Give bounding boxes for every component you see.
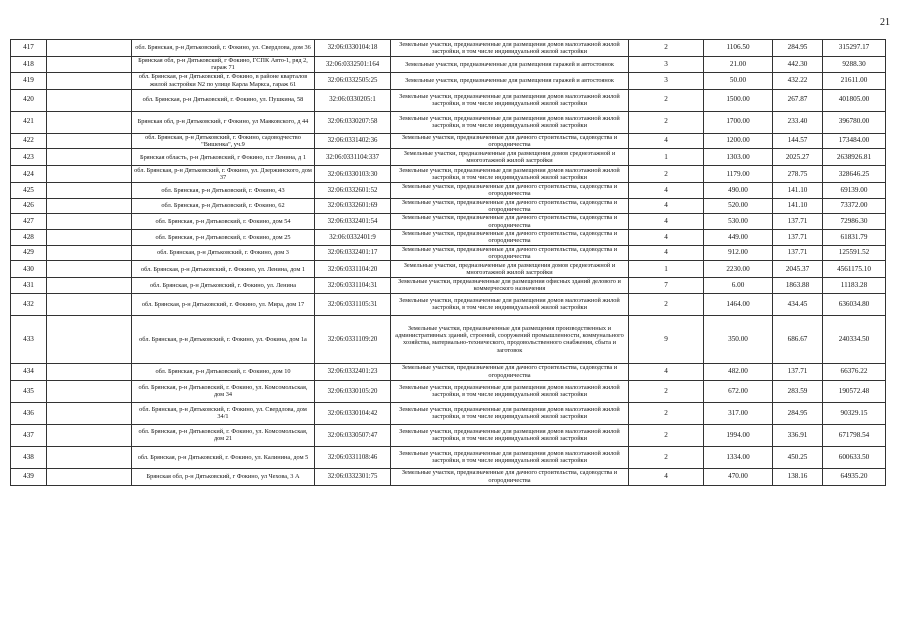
specific-value-cell: 278.75 xyxy=(773,166,823,183)
specific-value-cell: 284.95 xyxy=(773,402,823,424)
land-use-cell: Земельные участки, предназначенные для размещения производственных и административных зданий, строений, сооружений промышленности, коммунального хозяйства, материально-технического, продовольственного снабжения, сбыта и заготовок xyxy=(391,315,629,363)
row-number: 430 xyxy=(11,261,47,278)
specific-value-cell: 267.87 xyxy=(773,89,823,111)
cadastral-value-cell: 396780.00 xyxy=(823,111,886,133)
cadastral-number-cell: 32:06:0330507:47 xyxy=(315,424,391,446)
specific-value-cell: 283.59 xyxy=(773,380,823,402)
land-use-cell: Земельные участки, предназначенные для размещения домов малоэтажной жилой застройки, в том числе индивидуальной жилой застройки xyxy=(391,402,629,424)
blank-cell xyxy=(47,315,132,363)
table-row xyxy=(11,111,886,133)
cadastral-value-cell: 636034.80 xyxy=(823,293,886,315)
table-row xyxy=(11,133,886,149)
table-row xyxy=(11,89,886,111)
cadastral-value-cell: 190572.48 xyxy=(823,380,886,402)
area-cell: 1700.00 xyxy=(704,111,773,133)
address-cell: обл. Брянская, р-н Дятьковский, г. Фокино, ул. Мира, дом 17 xyxy=(132,293,315,315)
address-cell: обл. Брянская, р-н Дятьковский, г. Фокино, ул. Комсомольская, дом 34 xyxy=(132,380,315,402)
land-use-cell: Земельные участки, предназначенные для дачного строительства, садоводства и огородничества xyxy=(391,183,629,199)
blank-cell xyxy=(47,245,132,261)
cadastral-number-cell: 32:06:0330104:18 xyxy=(315,40,391,57)
address-cell: обл. Брянская, р-н Дятьковский, г. Фокино, в районе кварталов жилой застройки N2 по улице Карла Маркса, гараж 61 xyxy=(132,72,315,89)
table-row xyxy=(11,245,886,261)
land-use-cell: Земельные участки, предназначенные для размещения домов малоэтажной жилой застройки, в том числе индивидуальной жилой застройки xyxy=(391,293,629,315)
area-cell: 530.00 xyxy=(704,214,773,230)
table-row xyxy=(11,72,886,89)
use-group-cell: 4 xyxy=(629,245,704,261)
cadastral-number-cell: 32:06:0332601:52 xyxy=(315,183,391,199)
table-row xyxy=(11,149,886,166)
blank-cell xyxy=(47,89,132,111)
blank-cell xyxy=(47,40,132,57)
table-row xyxy=(11,57,886,73)
land-use-cell: Земельные участки, предназначенные для размещения домов малоэтажной жилой застройки, в том числе индивидуальной жилой застройки xyxy=(391,166,629,183)
cadastral-value-cell: 125591.52 xyxy=(823,245,886,261)
blank-cell xyxy=(47,402,132,424)
area-cell: 21.00 xyxy=(704,57,773,73)
address-cell: обл. Брянская, р-н Дятьковский, г. Фокино, 43 xyxy=(132,183,315,199)
table-row xyxy=(11,363,886,380)
cadastral-value-cell: 2638926.81 xyxy=(823,149,886,166)
row-number: 424 xyxy=(11,166,47,183)
address-cell: обл. Брянская, р-н Дятьковский, г. Фокино, ул. Пушкина, 58 xyxy=(132,89,315,111)
address-cell: обл. Брянская, р-н Дятьковский, г. Фокино, ул. Свердлова, дом 34/1 xyxy=(132,402,315,424)
use-group-cell: 9 xyxy=(629,315,704,363)
use-group-cell: 2 xyxy=(629,40,704,57)
cadastral-number-cell: 32:06:0331104:20 xyxy=(315,261,391,278)
address-cell: обл. Брянская, р-н Дятьковский, г. Фокино, дом 54 xyxy=(132,214,315,230)
use-group-cell: 3 xyxy=(629,57,704,73)
table-row xyxy=(11,214,886,230)
cadastral-number-cell: 32:06:0332401:17 xyxy=(315,245,391,261)
land-use-cell: Земельные участки, предназначенные для размещения домов среднеэтажной и многоэтажной жилой застройки xyxy=(391,149,629,166)
land-use-cell: Земельные участки, предназначенные для дачного строительства, садоводства и огородничества xyxy=(391,214,629,230)
address-cell: обл. Брянская, р-н Дятьковский, г. Фокино, дом 25 xyxy=(132,229,315,245)
cadastral-number-cell: 32:06:0330105:20 xyxy=(315,380,391,402)
blank-cell xyxy=(47,261,132,278)
table-row xyxy=(11,380,886,402)
specific-value-cell: 137.71 xyxy=(773,214,823,230)
blank-cell xyxy=(47,198,132,214)
row-number: 419 xyxy=(11,72,47,89)
land-use-cell: Земельные участки, предназначенные для размещения домов малоэтажной жилой застройки, в том числе индивидуальной жилой застройки xyxy=(391,40,629,57)
row-number: 428 xyxy=(11,229,47,245)
area-cell: 1994.00 xyxy=(704,424,773,446)
land-use-cell: Земельные участки, предназначенные для размещения гаражей и автостоянок xyxy=(391,57,629,73)
row-number: 420 xyxy=(11,89,47,111)
table-row xyxy=(11,198,886,214)
cadastral-number-cell: 32:06:0331104:337 xyxy=(315,149,391,166)
specific-value-cell: 1863.88 xyxy=(773,278,823,294)
row-number: 418 xyxy=(11,57,47,73)
specific-value-cell: 138.16 xyxy=(773,468,823,485)
area-cell: 1500.00 xyxy=(704,89,773,111)
specific-value-cell: 137.71 xyxy=(773,363,823,380)
blank-cell xyxy=(47,229,132,245)
cadastral-number-cell: 32:06:0330205:1 xyxy=(315,89,391,111)
land-use-cell: Земельные участки, предназначенные для размещения гаражей и автостоянок xyxy=(391,72,629,89)
use-group-cell: 4 xyxy=(629,133,704,149)
use-group-cell: 1 xyxy=(629,149,704,166)
address-cell: Брянская область, р-н Дятьковский, г Фокино, п.т Ленина, д 1 xyxy=(132,149,315,166)
cadastral-value-cell: 73372.00 xyxy=(823,198,886,214)
specific-value-cell: 686.67 xyxy=(773,315,823,363)
specific-value-cell: 144.57 xyxy=(773,133,823,149)
use-group-cell: 4 xyxy=(629,214,704,230)
table-row xyxy=(11,229,886,245)
address-cell: обл. Брянская, р-н Дятьковский, г. Фокино, 62 xyxy=(132,198,315,214)
row-number: 438 xyxy=(11,446,47,468)
land-use-cell: Земельные участки, предназначенные для размещения домов среднеэтажной и многоэтажной жилой застройки xyxy=(391,261,629,278)
cadastral-number-cell: 32:06:0331104:31 xyxy=(315,278,391,294)
cadastral-value-cell: 21611.00 xyxy=(823,72,886,89)
table-row xyxy=(11,183,886,199)
area-cell: 1200.00 xyxy=(704,133,773,149)
area-cell: 672.00 xyxy=(704,380,773,402)
specific-value-cell: 336.91 xyxy=(773,424,823,446)
table-row xyxy=(11,166,886,183)
table-row xyxy=(11,278,886,294)
blank-cell xyxy=(47,363,132,380)
cadastral-number-cell: 32:06:0331108:46 xyxy=(315,446,391,468)
cadastral-number-cell: 32:06:0331402:36 xyxy=(315,133,391,149)
blank-cell xyxy=(47,424,132,446)
address-cell: обл. Брянская, р-н Дятьковский, г. Фокино, дом 10 xyxy=(132,363,315,380)
use-group-cell: 1 xyxy=(629,261,704,278)
address-cell: обл. Брянская, р-н Дятьковский, г. Фокино, ул. Ленина, дом 1 xyxy=(132,261,315,278)
land-use-cell: Земельные участки, предназначенные для размещения домов малоэтажной жилой застройки, в том числе индивидуальной жилой застройки xyxy=(391,446,629,468)
address-cell: обл. Брянская, р-н Дятьковский, г. Фокино, садоводчество "Вишенка", уч.9 xyxy=(132,133,315,149)
area-cell: 1303.00 xyxy=(704,149,773,166)
address-cell: Брянская обл, р-н Дятьковский, г Фокино, ГСПК Авто-1, ряд 2, гараж 71 xyxy=(132,57,315,73)
row-number: 422 xyxy=(11,133,47,149)
area-cell: 1464.00 xyxy=(704,293,773,315)
use-group-cell: 4 xyxy=(629,198,704,214)
area-cell: 449.00 xyxy=(704,229,773,245)
blank-cell xyxy=(47,57,132,73)
land-use-cell: Земельные участки, предназначенные для размещения домов малоэтажной жилой застройки, в том числе индивидуальной жилой застройки xyxy=(391,89,629,111)
area-cell: 1179.00 xyxy=(704,166,773,183)
use-group-cell: 4 xyxy=(629,229,704,245)
blank-cell xyxy=(47,380,132,402)
specific-value-cell: 233.40 xyxy=(773,111,823,133)
blank-cell xyxy=(47,468,132,485)
specific-value-cell: 284.95 xyxy=(773,40,823,57)
cadastral-number-cell: 32:06:0332501:164 xyxy=(315,57,391,73)
row-number: 427 xyxy=(11,214,47,230)
cadastral-value-cell: 173484.00 xyxy=(823,133,886,149)
area-cell: 1106.50 xyxy=(704,40,773,57)
row-number: 425 xyxy=(11,183,47,199)
page-number: 21 xyxy=(880,17,890,28)
cadastral-number-cell: 32:06:0331109:20 xyxy=(315,315,391,363)
cadastral-value-cell: 240334.50 xyxy=(823,315,886,363)
blank-cell xyxy=(47,133,132,149)
cadastral-number-cell: 32:06:0330103:30 xyxy=(315,166,391,183)
table-row xyxy=(11,402,886,424)
blank-cell xyxy=(47,278,132,294)
row-number: 426 xyxy=(11,198,47,214)
table-row xyxy=(11,468,886,485)
specific-value-cell: 2045.37 xyxy=(773,261,823,278)
use-group-cell: 4 xyxy=(629,183,704,199)
specific-value-cell: 434.45 xyxy=(773,293,823,315)
cadastral-number-cell: 32:06:0330104:42 xyxy=(315,402,391,424)
cadastral-value-cell: 671798.54 xyxy=(823,424,886,446)
specific-value-cell: 450.25 xyxy=(773,446,823,468)
address-cell: обл. Брянская, р-н Дятьковский, г. Фокино, ул. Свердлова, дом 36 xyxy=(132,40,315,57)
row-number: 432 xyxy=(11,293,47,315)
area-cell: 1334.00 xyxy=(704,446,773,468)
cadastral-value-cell: 69139.00 xyxy=(823,183,886,199)
row-number: 433 xyxy=(11,315,47,363)
area-cell: 317.00 xyxy=(704,402,773,424)
area-cell: 6.00 xyxy=(704,278,773,294)
cadastral-number-cell: 32:06:0332601:69 xyxy=(315,198,391,214)
area-cell: 2230.00 xyxy=(704,261,773,278)
area-cell: 490.00 xyxy=(704,183,773,199)
land-use-cell: Земельные участки, предназначенные для дачного строительства, садоводства и огородничества xyxy=(391,133,629,149)
area-cell: 912.00 xyxy=(704,245,773,261)
table-row xyxy=(11,315,886,363)
cadastral-value-cell: 401805.00 xyxy=(823,89,886,111)
specific-value-cell: 137.71 xyxy=(773,245,823,261)
land-use-cell: Земельные участки, предназначенные для дачного строительства, садоводства и огородничества xyxy=(391,363,629,380)
blank-cell xyxy=(47,72,132,89)
land-use-cell: Земельные участки, предназначенные для размещения домов малоэтажной жилой застройки, в том числе индивидуальной жилой застройки xyxy=(391,380,629,402)
specific-value-cell: 2025.27 xyxy=(773,149,823,166)
blank-cell xyxy=(47,293,132,315)
row-number: 421 xyxy=(11,111,47,133)
land-use-cell: Земельные участки, предназначенные для дачного строительства, садоводства и огородничества xyxy=(391,198,629,214)
specific-value-cell: 141.10 xyxy=(773,198,823,214)
row-number: 437 xyxy=(11,424,47,446)
use-group-cell: 2 xyxy=(629,402,704,424)
table-row xyxy=(11,40,886,57)
use-group-cell: 2 xyxy=(629,111,704,133)
row-number: 417 xyxy=(11,40,47,57)
row-number: 423 xyxy=(11,149,47,166)
address-cell: обл. Брянская, р-н Дятьковский, г. Фокино, дом 3 xyxy=(132,245,315,261)
cadastral-value-cell: 72986.30 xyxy=(823,214,886,230)
blank-cell xyxy=(47,183,132,199)
specific-value-cell: 141.10 xyxy=(773,183,823,199)
use-group-cell: 2 xyxy=(629,424,704,446)
cadastral-value-cell: 600633.50 xyxy=(823,446,886,468)
blank-cell xyxy=(47,149,132,166)
use-group-cell: 2 xyxy=(629,380,704,402)
cadastral-value-cell: 315297.17 xyxy=(823,40,886,57)
cadastral-number-cell: 32:06:0332301:75 xyxy=(315,468,391,485)
row-number: 429 xyxy=(11,245,47,261)
area-cell: 470.00 xyxy=(704,468,773,485)
cadastral-value-table xyxy=(10,39,886,486)
row-number: 435 xyxy=(11,380,47,402)
land-use-cell: Земельные участки, предназначенные для размещения домов малоэтажной жилой застройки, в том числе индивидуальной жилой застройки xyxy=(391,424,629,446)
cadastral-value-cell: 90329.15 xyxy=(823,402,886,424)
row-number: 431 xyxy=(11,278,47,294)
area-cell: 520.00 xyxy=(704,198,773,214)
use-group-cell: 2 xyxy=(629,446,704,468)
row-number: 436 xyxy=(11,402,47,424)
row-number: 434 xyxy=(11,363,47,380)
cadastral-value-cell: 11183.28 xyxy=(823,278,886,294)
cadastral-number-cell: 32:06:0332401:9 xyxy=(315,229,391,245)
cadastral-value-cell: 66376.22 xyxy=(823,363,886,380)
specific-value-cell: 137.71 xyxy=(773,229,823,245)
address-cell: обл. Брянская, р-н Дятьковский, г. Фокино, ул. Калинина, дом 5 xyxy=(132,446,315,468)
table-row xyxy=(11,261,886,278)
blank-cell xyxy=(47,166,132,183)
area-cell: 50.00 xyxy=(704,72,773,89)
blank-cell xyxy=(47,446,132,468)
blank-cell xyxy=(47,111,132,133)
cadastral-number-cell: 32:06:0332505:25 xyxy=(315,72,391,89)
land-use-cell: Земельные участки, предназначенные для дачного строительства, садоводства и огородничества xyxy=(391,468,629,485)
use-group-cell: 2 xyxy=(629,166,704,183)
blank-cell xyxy=(47,214,132,230)
table-row xyxy=(11,293,886,315)
row-number: 439 xyxy=(11,468,47,485)
address-cell: Брянская обл, р-н Дятьковский, г Фокино, ул Маяковского, д 44 xyxy=(132,111,315,133)
address-cell: Брянская обл, р-н Дятьковский, г Фокино, ул Чехова, 3 А xyxy=(132,468,315,485)
use-group-cell: 2 xyxy=(629,89,704,111)
address-cell: обл. Брянская, р-н Дятьковский, г. Фокино, ул. Ленина xyxy=(132,278,315,294)
use-group-cell: 3 xyxy=(629,72,704,89)
land-use-cell: Земельные участки, предназначенные для дачного строительства, садоводства и огородничества xyxy=(391,245,629,261)
cadastral-value-cell: 9288.30 xyxy=(823,57,886,73)
cadastral-value-cell: 328646.25 xyxy=(823,166,886,183)
address-cell: обл. Брянская, р-н Дятьковский, г. Фокино, ул. Фокина, дом 1а xyxy=(132,315,315,363)
area-cell: 350.00 xyxy=(704,315,773,363)
cadastral-value-cell: 61831.79 xyxy=(823,229,886,245)
use-group-cell: 2 xyxy=(629,293,704,315)
specific-value-cell: 432.22 xyxy=(773,72,823,89)
use-group-cell: 4 xyxy=(629,363,704,380)
land-use-cell: Земельные участки, предназначенные для размещения домов малоэтажной жилой застройки, в том числе индивидуальной жилой застройки xyxy=(391,111,629,133)
cadastral-value-cell: 4561175.10 xyxy=(823,261,886,278)
use-group-cell: 4 xyxy=(629,468,704,485)
address-cell: обл. Брянская, р-н Дятьковский, г. Фокино, ул. Комсомольская, дом 21 xyxy=(132,424,315,446)
address-cell: обл. Брянская, р-н Дятьковский, г. Фокино, ул. Дзержинского, дом 37 xyxy=(132,166,315,183)
land-use-cell: Земельные участки, предназначенные для дачного строительства, садоводства и огородничества xyxy=(391,229,629,245)
cadastral-number-cell: 32:06:0332401:23 xyxy=(315,363,391,380)
cadastral-value-cell: 64935.20 xyxy=(823,468,886,485)
cadastral-number-cell: 32:06:0332401:54 xyxy=(315,214,391,230)
table-row xyxy=(11,446,886,468)
cadastral-number-cell: 32:06:0330207:58 xyxy=(315,111,391,133)
specific-value-cell: 442.30 xyxy=(773,57,823,73)
land-use-cell: Земельные участки, предназначенные для размещения офисных зданий делового и коммерческого назначения xyxy=(391,278,629,294)
cadastral-number-cell: 32:06:0331105:31 xyxy=(315,293,391,315)
use-group-cell: 7 xyxy=(629,278,704,294)
area-cell: 482.00 xyxy=(704,363,773,380)
table-row xyxy=(11,424,886,446)
